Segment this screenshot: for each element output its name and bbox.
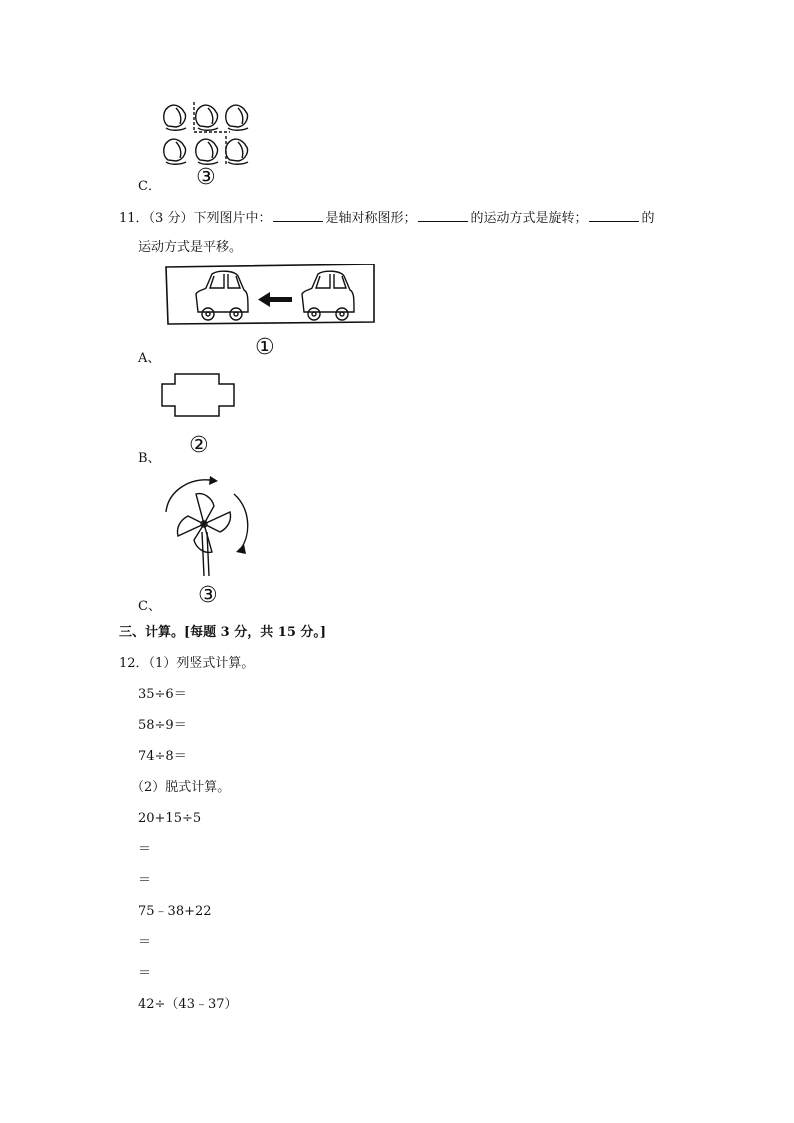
- q12-expr-3: 42÷（43﹣37）: [138, 997, 238, 1012]
- equals-sign: ＝: [138, 873, 152, 888]
- pinwheel-figure: [160, 472, 256, 580]
- q11-prefix: 11．（3 分）下列图片中：: [119, 211, 272, 226]
- cars-figure: [164, 264, 376, 326]
- q12-part2-title: （2）脱式计算。: [131, 780, 231, 795]
- q11-blank-3[interactable]: [589, 208, 639, 222]
- q11-line1: [119, 208, 655, 228]
- q12-item-2: 58÷9＝: [138, 718, 187, 733]
- equals-sign: ＝: [138, 966, 152, 981]
- q12-expr-1: 20+15÷5: [138, 811, 202, 826]
- peaches-figure: [160, 98, 260, 168]
- equals-sign: ＝: [138, 842, 152, 857]
- q11-mid1: 是轴对称图形；: [325, 211, 417, 226]
- q11-option-b-label: B、: [138, 451, 161, 466]
- notched-shape-figure: [160, 372, 240, 422]
- q11-option-b-circle: ②: [189, 433, 209, 458]
- q11-line2: 运动方式是平移。: [138, 240, 243, 255]
- q11-option-a-label: A、: [138, 351, 161, 366]
- equals-sign: ＝: [138, 935, 152, 950]
- q12-part1-title: 12．（1）列竖式计算。: [119, 656, 255, 671]
- q11-option-c-label: C、: [138, 599, 161, 614]
- q11-end: 的: [641, 211, 655, 226]
- q11-option-c-circle: ③: [198, 583, 218, 608]
- q11-blank-1[interactable]: [273, 208, 323, 222]
- q12-expr-2: 75﹣38+22: [138, 904, 212, 919]
- q11-mid2: 的运动方式是旋转；: [470, 211, 588, 226]
- q11-option-a-circle: ①: [255, 335, 275, 360]
- section3-heading: 三、计算。[每题 3 分，共 15 分。]: [119, 625, 327, 640]
- q10-option-c-circle: ③: [196, 165, 216, 190]
- q12-item-1: 35÷6＝: [138, 687, 187, 702]
- q11-blank-2[interactable]: [418, 208, 468, 222]
- q10-option-c-label: C．: [138, 179, 161, 194]
- q12-item-3: 74÷8＝: [138, 749, 187, 764]
